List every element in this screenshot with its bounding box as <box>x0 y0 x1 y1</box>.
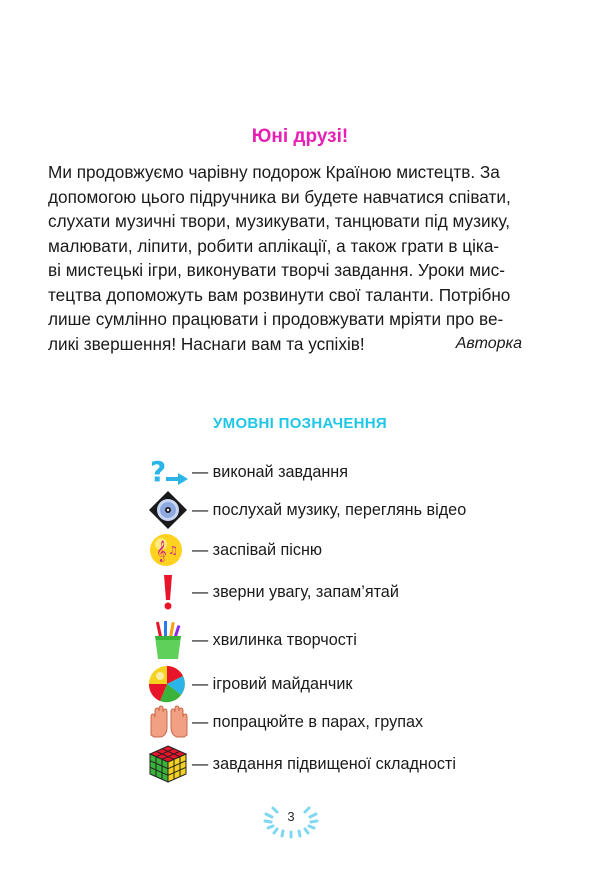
legend-item-pairs <box>148 702 423 742</box>
intro-line: слухати музичні твори, музикувати, танцювати під музику, <box>48 211 510 231</box>
music-notes-ball-icon <box>148 530 192 570</box>
page-number: 3 <box>287 809 295 824</box>
legend-text: — хвилинка творчості <box>192 630 357 649</box>
hands-icon <box>148 702 192 742</box>
legend-item-advanced <box>148 744 456 784</box>
legend-text: — заспівай пісню <box>192 540 323 559</box>
intro-line: Ми продовжуємо чарівну подорож Країною мистецтв. За <box>48 162 500 182</box>
pencil-cup-icon <box>148 620 192 660</box>
legend-item-attention <box>148 572 399 612</box>
legend-text: — завдання підвищеної складності <box>192 754 456 773</box>
svg-text:𝄞: 𝄞 <box>156 541 167 562</box>
legend-item-sing <box>148 530 322 570</box>
greeting-heading: Юні друзі! <box>251 126 349 147</box>
legend-item-game <box>148 664 353 704</box>
exclamation-icon <box>148 572 192 612</box>
intro-line: ликі звершення! Наснаги вам та успіхів! <box>48 333 365 354</box>
intro-line: лише сумлінно працювати і продовжувати мріяти про ве- <box>48 309 504 329</box>
legend-text: — попрацюйте в парах, групах <box>192 712 424 731</box>
legend-text: — виконай завдання <box>192 462 349 481</box>
legend-text: — зверни увагу, запам’ятай <box>192 582 399 601</box>
intro-line: допомогою цього підручника ви будете навчатися співати, <box>48 186 511 207</box>
svg-text:?: ? <box>150 455 167 488</box>
legend-text: — послухай музику, переглянь відео <box>192 500 467 519</box>
legend-item-task <box>148 452 348 492</box>
legend-text: — ігровий майданчик <box>192 674 353 693</box>
intro-paragraph <box>48 160 548 356</box>
question-arrow-icon <box>148 452 192 492</box>
legend-item-creativity <box>148 620 357 660</box>
rubik-cube-icon <box>148 744 192 784</box>
author-signature: Авторка <box>455 335 522 352</box>
legend-item-listen <box>148 490 466 530</box>
intro-line: малювати, ліпити, робити аплікації, а також грати в ціка- <box>48 235 500 256</box>
intro-line: тецтва допоможуть вам розвинути свої таланти. Потрібно <box>48 284 511 305</box>
intro-line: ві мистецькі ігри, виконувати творчі завдання. Уроки мис- <box>48 260 505 280</box>
music-disc-icon <box>148 490 192 530</box>
svg-text:♫: ♫ <box>168 544 178 557</box>
beach-ball-icon <box>148 664 192 704</box>
legend-title: УМОВНІ ПОЗНАЧЕННЯ <box>213 415 387 432</box>
page-number-ornament <box>260 800 322 840</box>
